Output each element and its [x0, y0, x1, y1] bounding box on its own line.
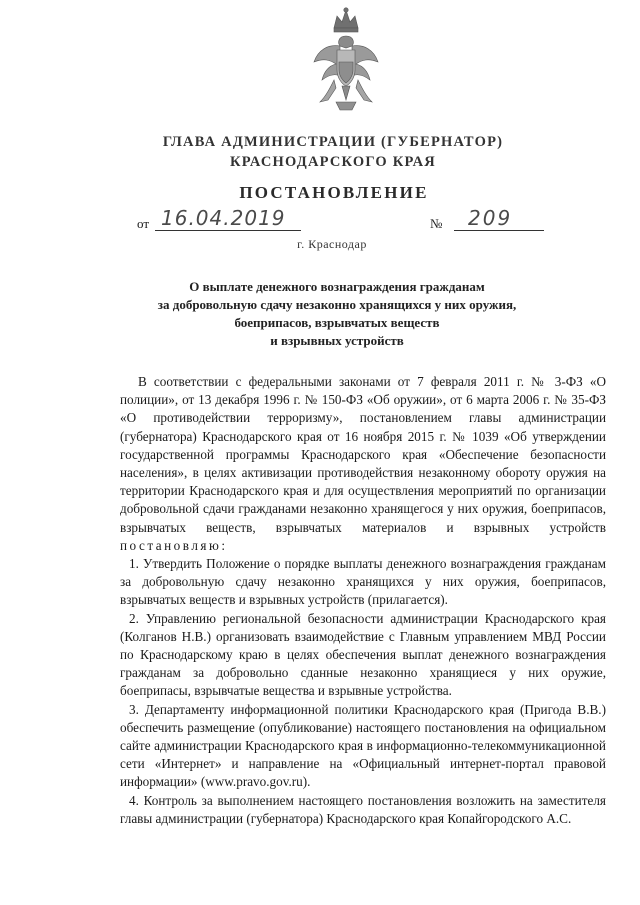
- item-1: 1. Утвердить Положение о порядке выплаты денежного вознаграждения гражданам за добровольную сдачу незаконно хранящихся у них оружия, боеприпасов, взрывчатых веществ и взрывных устройств (прилагается).: [120, 556, 606, 608]
- document-type: [0, 183, 640, 203]
- number-prefix: №: [430, 216, 443, 231]
- date-prefix: от: [137, 216, 150, 231]
- item-4: 4. Контроль за выполнением настоящего постановления возложить на заместителя главы администрации (губернатора) Краснодарского края Копайгородского А.С.: [120, 792, 606, 826]
- item-2: 2. Управлению региональной безопасности администрации Краснодарского края (Колганов Н.В.) организовать взаимодействие с Главным управлением МВД России по Краснодарскому краю в целях обеспечения выплат денежного вознаграждения гражданам за добровольно сданные незаконно хранящиеся у них оружие, боеприпасы, взрывчатые вещества и взрывные устройства.: [120, 610, 606, 699]
- title-line-1: О выплате денежного вознаграждения гражданам: [189, 279, 485, 294]
- title-line-4: и взрывных устройств: [270, 333, 404, 348]
- date-value: 16.04.2019: [155, 206, 301, 231]
- preamble-paragraph: [120, 373, 606, 555]
- authority-line-2: КРАСНОДАРСКОГО КРАЯ: [230, 154, 436, 170]
- title-line-2: за добровольную сдачу незаконно хранящихся у них оружия,: [157, 297, 517, 312]
- city-label: г. Краснодар: [297, 237, 367, 251]
- preamble-text: В соответствии с федеральными законами от 7 февраля 2011 г. № 3-ФЗ «О полиции», от 13 декабря 1996 г. № 150-ФЗ «Об оружии», от 6 марта 2006 г. № 35-ФЗ «О противодействии терроризму», постановлением главы администрации (губернатора) Краснодарского края от 16 ноября 2015 г. № 1039 «Об утверждении государственной программы Краснодарского края «Обеспечение безопасности населения», в целях активизации противодействия незаконному обороту оружия на территории Краснодарского края и для осуществления мероприятий по организации добровольной сдачи гражданами незаконно хранящегося у них оружия, боеприпасов, взрывчатых веществ, взрывчатых материалов и взрывных устройств: [120, 374, 606, 535]
- item-3: 3. Департаменту информационной политики Краснодарского края (Пригода В.В.) обеспечить размещение (опубликование) настоящего постановления на официальном сайте администрации Краснодарского края в информационно-телекоммуникационной сети «Интернет» и направление на «Официальный интернет-портал правовой информации» (www.pravo.gov.ru).: [120, 701, 606, 790]
- document-body: [120, 373, 606, 828]
- title-line-3: боеприпасов, взрывчатых веществ: [234, 315, 440, 330]
- issuing-authority: [0, 132, 640, 172]
- authority-line-1: ГЛАВА АДМИНИСТРАЦИИ (ГУБЕРНАТОР): [162, 134, 504, 150]
- city: [0, 237, 640, 252]
- coat-of-arms-icon: [306, 6, 386, 114]
- resolve-word: постановляю:: [120, 537, 228, 553]
- document-title: [0, 278, 640, 350]
- document-type-label: ПОСТАНОВЛЕНИЕ: [239, 183, 429, 202]
- number-value: 209: [454, 206, 544, 231]
